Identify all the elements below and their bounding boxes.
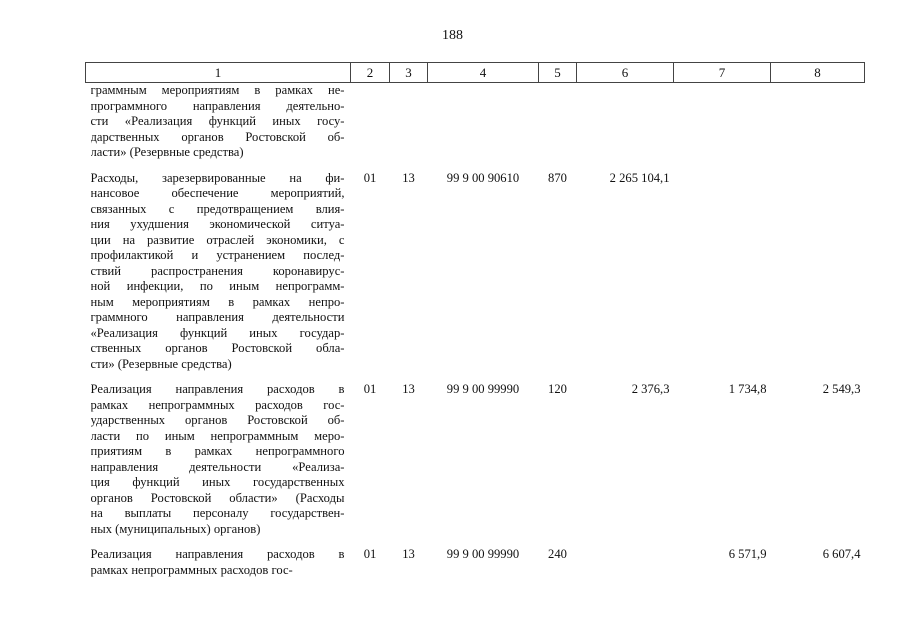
table-row bbox=[86, 382, 865, 547]
amount-col-6: 2 376,3 bbox=[631, 382, 670, 396]
row-description bbox=[86, 382, 351, 547]
description-line: граммного направления деятельности bbox=[90, 310, 345, 324]
description-line: ласти по иным непрограммным меро- bbox=[90, 428, 345, 443]
amount-col-8: 2 549,3 bbox=[822, 382, 861, 396]
amount-col-6 bbox=[577, 83, 674, 171]
description-line: рамках непрограммных расходов гос- bbox=[90, 397, 345, 412]
expense-type-code: 240 bbox=[548, 547, 567, 561]
description-line: приятиям в рамках непрограммного bbox=[90, 444, 345, 458]
description-line: граммным мероприятиям в рамках не- bbox=[90, 83, 345, 97]
description-line: ных (муниципальных) органов) bbox=[90, 521, 261, 536]
amount-col-7 bbox=[674, 83, 771, 171]
description-line: ной инфекции, по иным непрограмм- bbox=[90, 279, 345, 293]
amount-col-8 bbox=[771, 83, 865, 171]
description-line: сти» (Резервные средства) bbox=[90, 356, 232, 371]
description-line: ственных органов Ростовской обла- bbox=[90, 341, 345, 355]
header-col-8: 8 bbox=[771, 63, 865, 83]
budget-table bbox=[85, 62, 865, 588]
description-line: Реализация направления расходов в bbox=[90, 547, 345, 561]
header-row bbox=[86, 63, 865, 83]
description-line: ным мероприятиям в рамках непро- bbox=[90, 294, 345, 309]
amount-col-8: 6 607,4 bbox=[822, 547, 861, 561]
description-line: на выплаты персоналу государствен- bbox=[90, 506, 345, 520]
section-code: 01 bbox=[363, 170, 377, 185]
subsection-code: 13 bbox=[402, 170, 415, 185]
description-line: ласти» (Резервные средства) bbox=[90, 145, 244, 159]
header-col-5: 5 bbox=[539, 63, 577, 83]
description-line: Реализация направления расходов в bbox=[90, 382, 345, 396]
description-line: «Реализация функций иных государ- bbox=[90, 325, 345, 340]
row-description bbox=[86, 547, 351, 588]
description-line: рамках непрограммных расходов гос- bbox=[90, 562, 293, 577]
header-col-3: 3 bbox=[390, 63, 428, 83]
description-line: связанных с предотвращением влия- bbox=[90, 201, 345, 216]
amount-col-7: 1 734,8 bbox=[728, 382, 767, 396]
table-row bbox=[86, 83, 865, 171]
header-col-4: 4 bbox=[428, 63, 539, 83]
subsection-code bbox=[390, 83, 428, 171]
row-description bbox=[86, 171, 351, 383]
description-line: ция функций иных государственных bbox=[90, 475, 345, 489]
header-col-6: 6 bbox=[577, 63, 674, 83]
header-col-2: 2 bbox=[351, 63, 390, 83]
target-article-code bbox=[428, 83, 539, 171]
description-line: направления деятельности «Реализа- bbox=[90, 459, 345, 474]
description-line: ции на развитие отраслей экономики, с bbox=[90, 232, 345, 247]
amount-col-7: 6 571,9 bbox=[728, 547, 767, 561]
amount-col-6 bbox=[577, 547, 674, 588]
section-code bbox=[351, 83, 390, 171]
table-row bbox=[86, 547, 865, 588]
header-col-1: 1 bbox=[86, 63, 351, 83]
expense-type-code: 870 bbox=[548, 170, 567, 185]
target-article-code: 99 9 00 99990 bbox=[446, 547, 520, 561]
description-line: органов Ростовской области» (Расходы bbox=[90, 490, 345, 505]
description-line: ствий распространения коронавирус- bbox=[90, 263, 345, 278]
row-description bbox=[86, 83, 351, 171]
description-line: сти «Реализация функций иных госу- bbox=[90, 114, 345, 128]
amount-col-8 bbox=[771, 171, 865, 383]
subsection-code: 13 bbox=[402, 547, 415, 561]
target-article-code: 99 9 00 90610 bbox=[446, 170, 520, 185]
page-number: 188 bbox=[442, 28, 463, 43]
amount-col-6: 2 265 104,1 bbox=[609, 170, 670, 185]
header-col-7: 7 bbox=[674, 63, 771, 83]
description-line: ния ухудшения экономической ситуа- bbox=[90, 217, 345, 231]
description-line: профилактикой и устранением послед- bbox=[90, 248, 345, 262]
description-line: программного направления деятельно- bbox=[90, 98, 345, 113]
description-line: дарственных органов Ростовской об- bbox=[90, 129, 345, 144]
description-line: Расходы, зарезервированные на фи- bbox=[90, 170, 345, 185]
expense-type-code: 120 bbox=[548, 382, 567, 396]
target-article-code: 99 9 00 99990 bbox=[446, 382, 520, 396]
section-code: 01 bbox=[363, 547, 377, 561]
description-line: ударственных органов Ростовской об- bbox=[90, 413, 345, 427]
description-line: нансовое обеспечение мероприятий, bbox=[90, 186, 345, 200]
table-row bbox=[86, 171, 865, 383]
amount-col-7 bbox=[674, 171, 771, 383]
expense-type-code bbox=[539, 83, 577, 171]
subsection-code: 13 bbox=[402, 382, 415, 396]
section-code: 01 bbox=[363, 382, 377, 396]
